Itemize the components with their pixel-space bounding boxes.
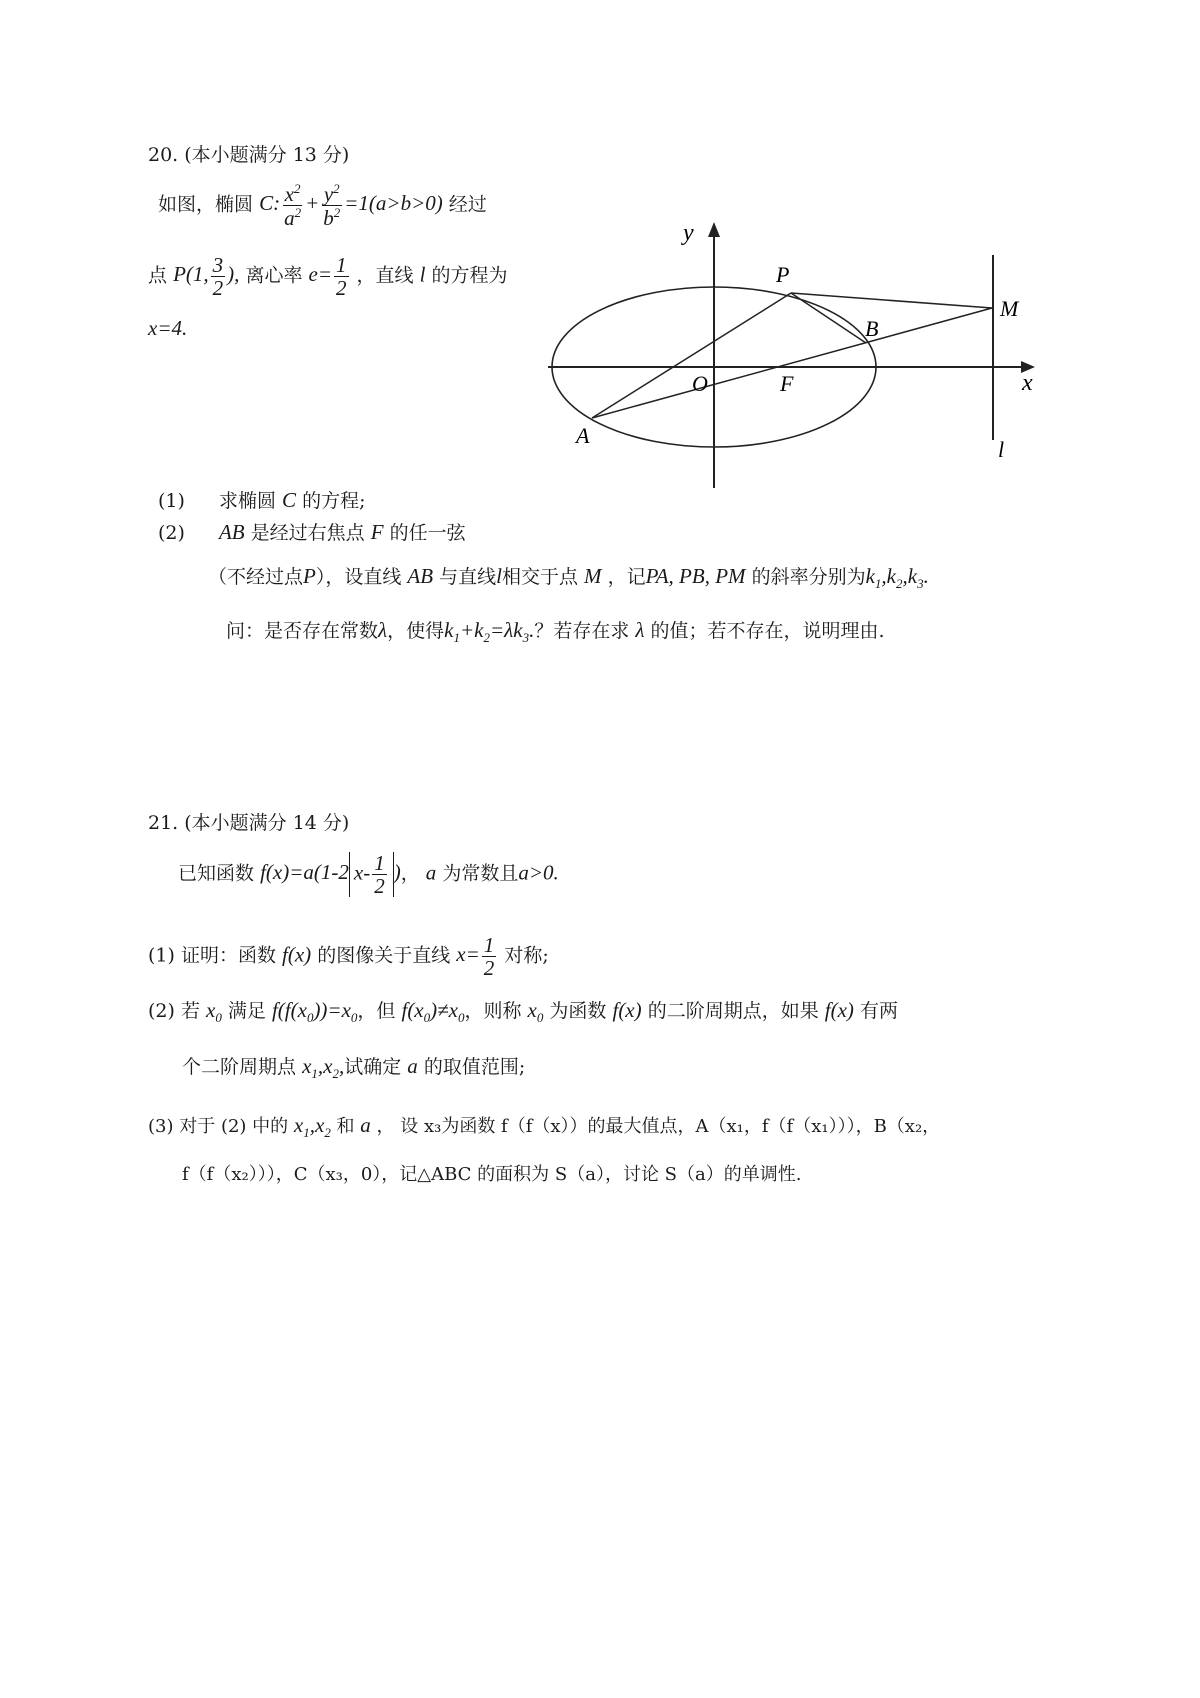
part2-text-b: 的任一弦: [389, 522, 466, 544]
q21-intro: [178, 852, 559, 897]
x0-symbol: $x_0$: [206, 998, 222, 1026]
symmetry-line: x= $\frac{1}{2}$: [456, 933, 495, 981]
symbol-a: a: [425, 860, 437, 885]
part2-line3-a: 问：是否存在常数: [226, 620, 379, 642]
part2-line2-e: ，记: [607, 566, 646, 588]
q21-p3-c: ， 设 x₃为函数 f（f（x））的最大值点，A（x₁，f（f（x₁））），B（x₂，: [376, 1116, 941, 1137]
symbol-lambda: λ: [378, 618, 388, 642]
q21-part2: [148, 996, 898, 1026]
part1-number: (1): [158, 490, 185, 512]
part2-line2-f: 的斜率分别为: [751, 566, 866, 588]
segment-pm: [791, 293, 992, 308]
symbol-l: l: [496, 564, 502, 588]
symbol-c: C: [282, 488, 297, 512]
label-x: x: [1022, 370, 1033, 396]
slope-equation: $k_1+k_2=\lambda k_3$.: [444, 618, 535, 646]
label-f: F: [780, 371, 794, 396]
q21-intro-c: 为常数且: [442, 862, 519, 885]
label-o: O: [692, 371, 708, 396]
q20-part2: [158, 518, 466, 545]
label-b: B: [865, 316, 879, 341]
part2-line2-c: 与直线: [439, 566, 497, 588]
x1-x2-symbols-2: $x_1,x_2$: [293, 1113, 331, 1141]
segment-pb: [791, 293, 866, 343]
y-axis-arrow: [708, 222, 720, 237]
q20-line2: [148, 254, 508, 299]
period-inequality: $f(x_0)\ne x_0$: [401, 998, 465, 1026]
ellipse-figure: [540, 210, 1070, 495]
q20-intro-text-2: 经过: [448, 193, 487, 216]
part2-number: (2): [158, 522, 185, 544]
x1-x2-symbols: $x_1,x_2$,: [302, 1054, 345, 1082]
q20-part2-line3: [226, 616, 885, 646]
period-equation: $f(f(x_0))=x_0$: [271, 998, 358, 1026]
q21-p2-a: (2) 若: [148, 1000, 200, 1022]
part2-line2-a: （不经过点: [208, 566, 304, 588]
q21-header: 21. (本小题满分 14 分): [148, 812, 350, 834]
symbol-ab: AB: [218, 520, 245, 544]
symbols-k: $k_1,k_2,k_3$.: [865, 564, 929, 592]
symbol-f: F: [370, 520, 384, 544]
q21-p2-f: 的二阶周期点，如果: [647, 1000, 819, 1022]
q20-line2-text-d: 的方程为: [431, 264, 508, 287]
q20-line2-text-b: 离心率: [245, 264, 303, 287]
symbol-p: P: [303, 564, 316, 588]
condition-a: a>0.: [518, 860, 559, 885]
q20-header: 20. (本小题满分 13 分): [148, 144, 350, 166]
part2-text-a: 是经过右焦点: [250, 522, 365, 544]
q21-p2-line2-b: 试确定: [344, 1056, 402, 1078]
q21-part2-line2: [182, 1052, 525, 1082]
q20-line2-text-c: ，直线: [356, 264, 414, 287]
part2-line2-b: ），设直线: [315, 566, 402, 588]
part2-line2-d: 相交于点: [501, 566, 578, 588]
q21-p1-c: 对称;: [504, 944, 549, 967]
q20-part1: [158, 486, 366, 513]
q21-part3: [148, 1112, 940, 1141]
q20-line2-text-a: 点: [148, 264, 168, 287]
label-a: A: [576, 423, 590, 448]
part2-line3-c: ？若存在求: [534, 620, 630, 642]
q21-intro-b: ，: [400, 862, 420, 885]
symbols-pa-pb-pm: PA, PB, PM: [645, 564, 746, 588]
q21-p3-b: 和: [336, 1116, 355, 1137]
q21-p3-a: (3) 对于 (2) 中的: [148, 1116, 289, 1137]
part2-line3-d: 的值；若不存在，说明理由.: [650, 620, 885, 642]
q21-p2-b: 满足: [227, 1000, 266, 1022]
symbol-a-2: a: [407, 1054, 418, 1078]
segment-am: [592, 308, 992, 418]
q21-p2-g: 有两: [859, 1000, 898, 1022]
part2-line3-b: ，使得: [387, 620, 445, 642]
q21-p2-e: 为函数: [549, 1000, 607, 1022]
part1-text-a: 求椭圆: [218, 490, 276, 512]
q20-intro-line: [158, 182, 487, 229]
q20-line3: x=4.: [148, 316, 188, 340]
q21-part3-line2: f（f（x₂））），C（x₃，0），记△ABC 的面积为 S（a），讨论 S（a）的单调性.: [182, 1164, 802, 1185]
q21-p1-a: (1) 证明：函数: [148, 944, 276, 967]
point-p-coords: P(1, $\frac{3}{2}$ ),: [173, 253, 240, 301]
ellipse-equation: C: $\frac{x^2}{a^2}$ + $\frac{y^2}{b^2}$ =1(a>b>0): [259, 181, 443, 231]
fx-symbol-2: f(x): [612, 998, 642, 1022]
function-definition: f(x)=a(1-2 x- $\frac{1}{2}$ ): [260, 851, 401, 899]
fx-symbol: f(x): [282, 942, 312, 967]
label-m: M: [1000, 296, 1019, 321]
q20-intro-text: 如图，椭圆: [158, 193, 254, 216]
eccentricity: e= $\frac{1}{2}$: [308, 253, 347, 301]
q21-p2-d: ，则称: [464, 1000, 522, 1022]
q21-intro-a: 已知函数: [178, 862, 255, 885]
label-y: y: [683, 220, 694, 246]
q21-p2-c: ，但: [357, 1000, 396, 1022]
symbol-lambda-2: λ: [635, 618, 645, 642]
symbol-ab-2: AB: [407, 564, 434, 588]
label-p: P: [776, 262, 790, 287]
symbol-a-3: a: [360, 1113, 371, 1137]
x0-symbol-2: $x_0$: [527, 998, 544, 1026]
q21-p2-line2-a: 个二阶周期点: [182, 1056, 297, 1078]
part1-text-b: 的方程;: [302, 490, 366, 512]
symbol-m: M: [584, 564, 602, 588]
q21-p2-line2-c: 的取值范围;: [423, 1056, 526, 1078]
fx-symbol-3: f(x): [824, 998, 854, 1022]
q20-part2-line2: [208, 562, 929, 592]
q21-p1-b: 的图像关于直线: [317, 944, 451, 967]
line-l-symbol: l: [419, 262, 426, 287]
label-l: l: [998, 437, 1005, 462]
q21-part1: [148, 934, 549, 979]
segment-ap: [592, 293, 791, 418]
